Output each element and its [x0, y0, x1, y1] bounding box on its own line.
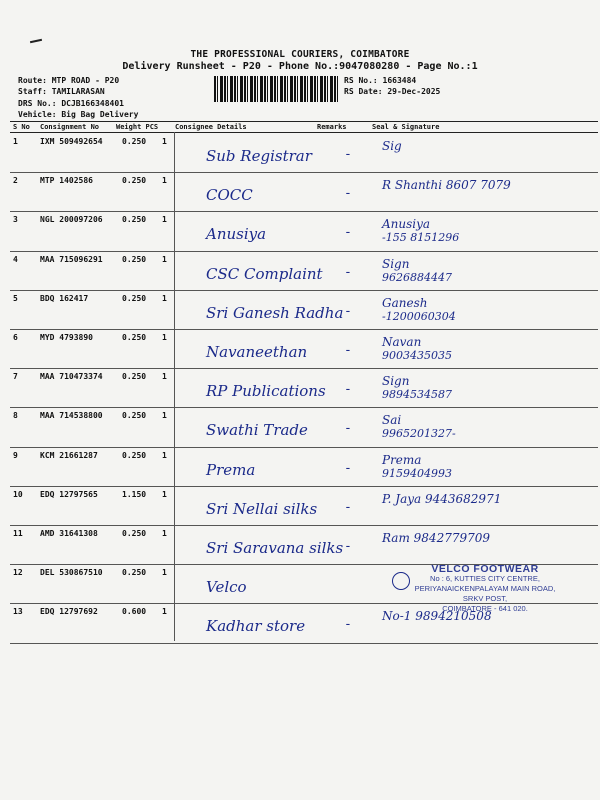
row-signature-phone: 9965201327-: [382, 427, 456, 441]
row-pcs: 1: [162, 411, 167, 421]
company-stamp: [390, 564, 580, 614]
row-consignee-handwriting: Sri Ganesh Radha: [206, 303, 344, 322]
row-signature: No-1 9894210508: [382, 609, 492, 624]
row-weight: 0.250: [122, 215, 147, 225]
table-row: [10, 290, 598, 330]
row-remarks: -: [344, 499, 352, 515]
rs-date: RS Date: 29-Dec-2025: [344, 87, 441, 96]
row-signature: Ram 9842779709: [382, 531, 491, 545]
row-pcs: 1: [162, 176, 167, 186]
row-remarks: -: [344, 382, 352, 398]
row-consignee-handwriting: Sub Registrar: [206, 147, 312, 165]
row-weight: 0.250: [122, 529, 147, 538]
drs-label: DRS No.: DCJB166348401: [18, 99, 124, 108]
row-remarks: -: [344, 617, 352, 633]
row-consignee-handwriting: Swathi Trade: [206, 421, 308, 440]
row-consignee-handwriting: Velco: [206, 578, 247, 597]
row-weight: 0.250: [122, 137, 147, 146]
row-signature-phone: 9159404993: [382, 466, 452, 480]
row-consignment-no: IXM 509492654: [40, 137, 103, 146]
row-pcs: 1: [162, 137, 167, 146]
row-remarks: -: [344, 539, 352, 554]
row-consignment-no: DEL 530867510: [40, 568, 103, 578]
row-consignment-no: MYD 4793890: [40, 333, 93, 342]
runsheet-subtitle: Delivery Runsheet - P20 - Phone No.:9047080280 - Page No.:1: [122, 61, 478, 72]
row-weight: 0.250: [122, 450, 147, 460]
row-sno: 6: [13, 333, 18, 342]
row-consignment-no: MTP 1402586: [40, 176, 93, 186]
row-signature: Navan: [382, 335, 422, 349]
row-consignment-no: MAA 710473374: [40, 372, 103, 382]
row-consignee-handwriting: COCC: [206, 186, 253, 205]
row-signature-phone: 9003435035: [382, 349, 452, 362]
row-consignee-handwriting: Kadhar store: [206, 617, 306, 636]
row-signature-phone: 9626884447: [382, 270, 452, 284]
barcode-image: [214, 76, 338, 102]
row-sno: 13: [13, 607, 23, 617]
row-consignment-no: EDQ 12797565: [40, 489, 98, 499]
corner-mark: [30, 39, 42, 43]
row-pcs: 1: [162, 529, 167, 538]
row-pcs: 1: [162, 489, 167, 499]
row-signature: P. Jaya 9443682971: [382, 491, 502, 506]
table-row: [10, 211, 598, 251]
table-row: [10, 329, 598, 369]
row-signature: Ganesh: [382, 295, 428, 310]
row-signature: R Shanthi 8607 7079: [382, 178, 511, 193]
col-consignee: Consignee Details: [175, 123, 247, 131]
row-consignee-handwriting: Prema: [206, 460, 256, 479]
row-consignee-handwriting: RP Publications: [206, 382, 326, 401]
rs-number: RS No.: 1663484: [344, 76, 417, 85]
row-weight: 0.250: [122, 176, 147, 186]
table-row: [10, 172, 598, 212]
row-sno: 12: [13, 568, 23, 578]
row-consignee-handwriting: Sri Saravana silks: [206, 539, 344, 557]
row-consignment-no: MAA 715096291: [40, 254, 103, 264]
row-consignment-no: BDQ 162417: [40, 293, 89, 303]
col-weight-pcs: Weight PCS: [116, 123, 159, 131]
table-row: [10, 525, 598, 565]
row-weight: 0.600: [122, 607, 147, 617]
row-signature-phone: -155 8151296: [382, 231, 460, 245]
row-remarks: -: [344, 186, 352, 202]
row-signature: Anusiya: [382, 217, 431, 232]
row-pcs: 1: [162, 293, 167, 303]
row-remarks: -: [344, 147, 352, 162]
row-sno: 10: [13, 489, 23, 499]
vehicle-label: Vehicle: Big Bag Delivery: [18, 110, 139, 119]
row-sno: 5: [13, 293, 18, 303]
row-consignee-handwriting: Anusiya: [206, 225, 267, 244]
row-sno: 11: [13, 529, 23, 538]
row-pcs: 1: [162, 372, 167, 382]
col-remarks: Remarks: [317, 123, 347, 131]
stamp-line-3: SRKV POST,: [462, 594, 508, 603]
row-pcs: 1: [162, 607, 167, 617]
row-pcs: 1: [162, 450, 167, 460]
row-weight: 1.150: [122, 489, 147, 499]
col-sno: S No: [13, 123, 30, 131]
row-consignment-no: MAA 714538800: [40, 411, 103, 421]
row-sno: 9: [13, 450, 18, 460]
row-signature: Sign: [382, 256, 410, 271]
col-consignment: Consignment No: [40, 123, 100, 131]
stamp-line-4: COIMBATORE - 641 020.: [442, 604, 528, 613]
row-sno: 1: [13, 137, 18, 146]
row-consignment-no: AMD 31641308: [40, 529, 98, 538]
table-row: [10, 447, 598, 487]
table-row: [10, 251, 598, 291]
row-consignment-no: KCM 21661287: [40, 450, 98, 460]
row-signature-phone: 9894534587: [382, 388, 452, 402]
row-consignee-handwriting: Navaneethan: [206, 343, 308, 361]
table-row: [10, 407, 598, 447]
staff-label: Staff: TAMILARASAN: [18, 87, 105, 96]
row-signature-phone: -1200060304: [382, 309, 456, 323]
row-pcs: 1: [162, 333, 167, 342]
col-seal-signature: Seal & Signature: [372, 123, 440, 131]
row-remarks: -: [344, 421, 352, 437]
company-title: THE PROFESSIONAL COURIERS, COIMBATORE: [190, 49, 410, 60]
row-remarks: -: [344, 264, 352, 280]
row-signature: Sig: [382, 139, 402, 153]
row-pcs: 1: [162, 215, 167, 225]
row-weight: 0.250: [122, 372, 147, 382]
header-top-line: [10, 121, 598, 122]
row-consignee-handwriting: CSC Complaint: [206, 264, 323, 283]
stamp-line-1: No : 6, KUTTIES CITY CENTRE,: [430, 574, 540, 583]
row-pcs: 1: [162, 254, 167, 264]
row-consignment-no: EDQ 12797692: [40, 607, 98, 617]
row-weight: 0.250: [122, 411, 147, 421]
row-pcs: 1: [162, 568, 167, 578]
row-signature: Sign: [382, 374, 410, 389]
row-consignment-no: NGL 200097206: [40, 215, 103, 225]
row-weight: 0.250: [122, 568, 147, 578]
row-remarks: -: [344, 303, 352, 319]
table-row: [10, 133, 598, 173]
row-consignee-handwriting: Sri Nellai silks: [206, 499, 318, 518]
row-signature: Prema: [382, 452, 422, 467]
route-label: Route: MTP ROAD - P20: [18, 76, 120, 85]
stamp-name: VELCO FOOTWEAR: [431, 563, 539, 575]
row-remarks: -: [344, 460, 352, 476]
row-sno: 8: [13, 411, 18, 421]
row-weight: 0.250: [122, 293, 147, 303]
row-sno: 7: [13, 372, 18, 382]
row-remarks: -: [344, 225, 352, 241]
row-sno: 4: [13, 254, 18, 264]
stamp-line-2: PERIYANAICKENPALAYAM MAIN ROAD,: [414, 584, 556, 593]
table-row: [10, 368, 598, 408]
row-signature: Sai: [382, 413, 402, 428]
row-sno: 3: [13, 215, 18, 225]
row-sno: 2: [13, 176, 18, 186]
row-remarks: -: [344, 343, 352, 358]
table-row: [10, 486, 598, 526]
row-weight: 0.250: [122, 254, 147, 264]
row-weight: 0.250: [122, 333, 147, 342]
